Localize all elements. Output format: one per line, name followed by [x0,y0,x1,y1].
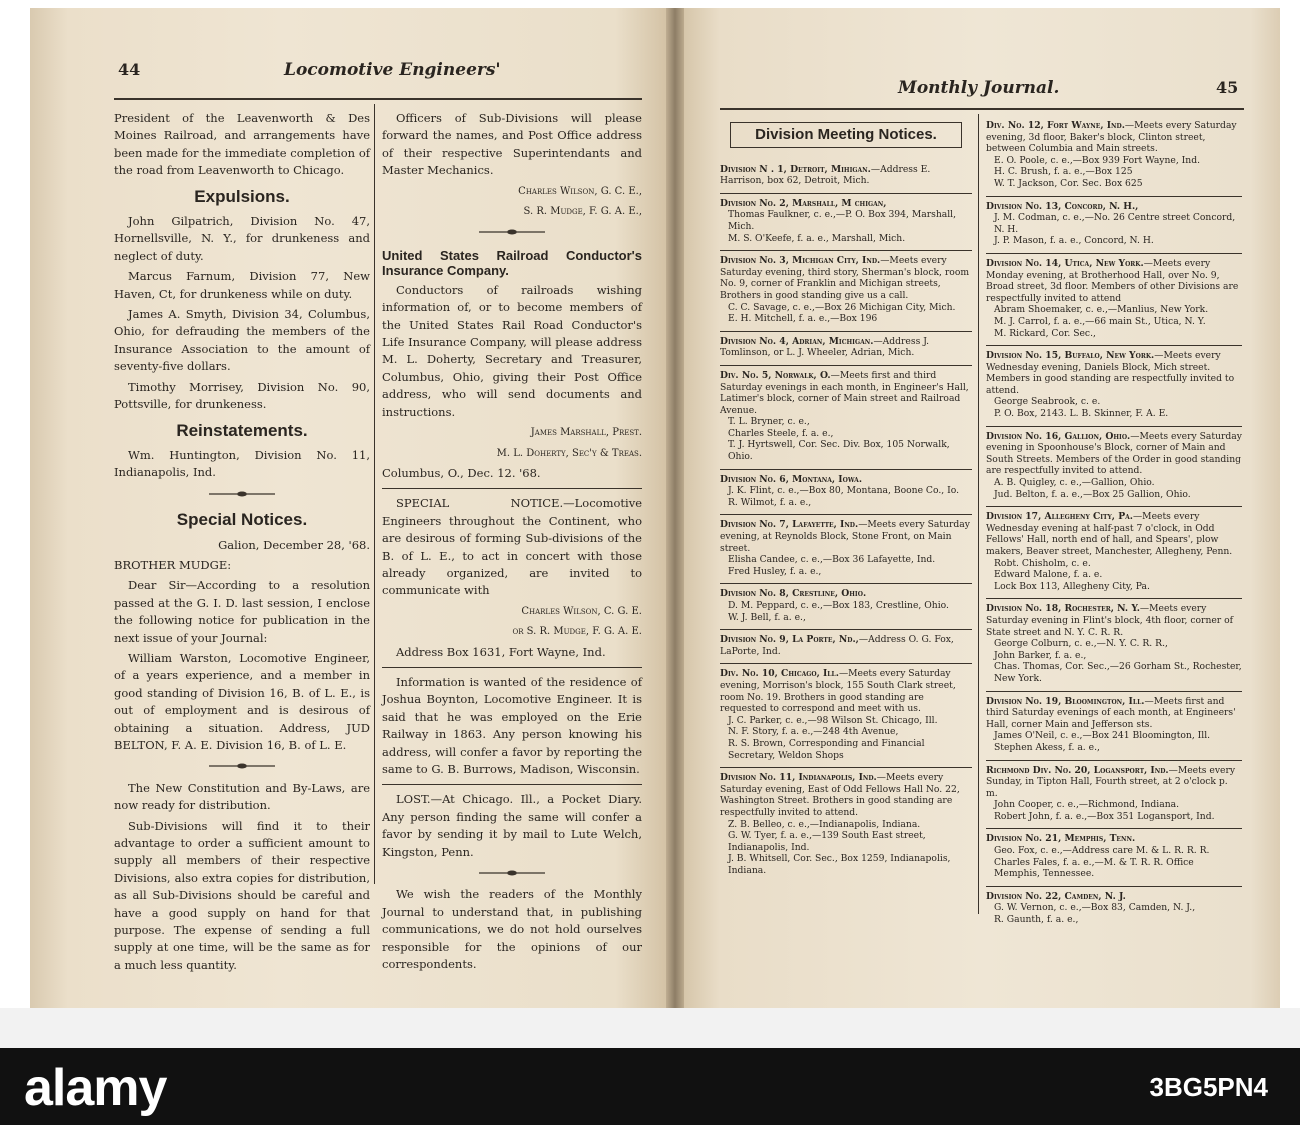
division-notice [720,160,972,194]
division-notice-line: T. L. Bryner, c. e., [728,416,810,428]
division-notice [986,692,1242,761]
signature: S. R. Mudge, F. G. A. E., [523,206,642,218]
column-divider-left [374,104,375,884]
division-notice-title: Division No. 14, Utica, New York. [986,257,1144,269]
signature: Charles Wilson, C. G. E. [521,605,642,617]
reinstatement-item: Wm. Huntington, Division No. 11, Indianapolis, Ind. [114,447,370,480]
division-notice [720,194,972,251]
running-head-right: Monthly Journal. [898,78,1060,98]
division-notice-title: Division No. 11, Indianapolis, Ind. [720,772,877,784]
division-notice-line: Lock Box 113, Allegheny City, Pa. [994,580,1150,592]
reinstatements-heading: Reinstatements. [176,420,308,440]
division-notice-line: Thomas Faulkner, c. e.,—P. O. Box 394, Marshall, Mich. [728,209,957,232]
information-wanted: Information is wanted of the residence of Joshua Boynton, Locomotive Engineer. It is said that he was employed on the Erie Railway in 1863. Any person knowing his address, will confer a favor by reporting the same to G. B. Burrows, Madison, Wisconsin. [382,674,642,776]
conductor-insurance-body: Conductors of railroads wishing information of, or to become members of the United States Rail Road Conductor's Life Insurance Company, will please address M. L. Doherty, Secretary and Treasurer, Columbus, Ohio, giving their Post Office address, who will send documents and instructions. [382,282,642,419]
constitution-paragraph: Sub-Divisions will find it to their advantage to order a sufficient amount to supply all members of their respective Divisions, also extra copies for distribution, as all Sub-Divisions should be careful and have a good supply on hand for that purpose. The expense of sending a full supply at one time, will be the same as for a much less quantity. [114,818,370,972]
book-gutter [666,8,684,1008]
division-notice-line: P. O. Box, 2143. L. B. Skinner, F. A. E. [994,408,1169,420]
division-notice-line: Fred Husley, f. a. e., [728,565,822,577]
division-notice-line: W. J. Bell, f. a. e., [728,611,806,623]
division-notice-title: Division No. 6, Montana, Iowa. [720,473,863,485]
division-notice-title: Division No. 4, Adrian, Michigan. [720,335,874,347]
division-notice-line: M. S. O'Keefe, f. a. e., Marshall, Mich. [728,232,906,244]
division-notice-title: Division No. 18, Rochester, N. Y. [986,603,1140,615]
special-notice-address: Address Box 1631, Fort Wayne, Ind. [396,644,606,659]
division-notice-line: —Meets every Saturday evening, East of Odd Fellows Hall No. 22, Washington Street. Brothers in good standing are respectfully invited to attend. [720,772,960,818]
bottom-margin [0,1008,1300,1048]
division-notice-line: Elisha Candee, c. e.,—Box 36 Lafayette, Ind. [728,554,936,566]
division-notice-line: George Seabrook, c. e. [994,396,1101,408]
division-notice-title: Richmond Div. No. 20, Logansport, Ind. [986,764,1169,776]
division-notice-line: J. C. Parker, c. e.,—98 Wilson St. Chicago, Ill. [728,714,938,726]
right-column-1 [720,116,972,882]
division-notice [720,584,972,630]
division-notice [720,366,972,470]
division-notice-line: Edward Malone, f. a. e. [994,569,1103,581]
division-notice-title: Division N . 1, Detroit, Mihigan. [720,163,871,175]
division-notice-line: M. J. Carrol, f. a. e.,—66 main St., Utica, N. Y. [994,315,1206,327]
division-notice-line: —Address O. G. Fox, LaPorte, Ind. [720,634,954,657]
division-notice-title: Division No. 13, Concord, N. H., [986,200,1139,212]
division-notice [720,470,972,516]
ornament-divider [382,865,642,882]
division-notice-line: Geo. Fox, c. e.,—Address care M. & L. R. R. R. [994,845,1210,857]
head-rule-right [720,108,1244,110]
conductor-date: Columbus, O., Dec. 12. '68. [382,465,541,480]
constitution-paragraph: The New Constitution and By-Laws, are now ready for distribution. [114,780,370,813]
division-notice-line: W. T. Jackson, Cor. Sec. Box 625 [994,177,1143,189]
notice-list-1 [720,160,972,883]
salutation: BROTHER MUDGE: [114,557,232,572]
division-notice-line: —Meets every Saturday evening in Flint's block, 4th floor, corner of State street and N. Y. C. R. R. [986,603,1234,638]
division-notice-title: Division No. 15, Buffalo, New York. [986,350,1155,362]
division-notice-line: M. Rickard, Cor. Sec., [994,327,1096,339]
officers-notice: Officers of Sub-Divisions will please forward the names, and Post Office address of their respective Superintendants and Master Mechanics. [382,111,642,178]
division-notice-line: —Meets every Wednesday evening at half-past 7 o'clock, in Odd Fellows' Hall, north end of hall, and Spears', plow makers, Beaver street, Manchester, Allegheny, Penn. [986,511,1233,557]
section-rule [382,667,642,668]
left-page [30,8,666,1008]
division-notice-line: —Meets every Saturday evening in Spoonhouse's Block, corner of Main and South Streets. Members of the Order in good standing are respectfully invited to attend. [986,430,1242,477]
division-notice-line: —Meets every Saturday evening, third story, Sherman's block, room No. 9, corner of Franklin and Michigan streets, Brothers in good standing give us a call. [720,255,970,301]
division-notice [986,761,1242,830]
division-notice-title: Division No. 2, Marshall, M chigan, [720,197,887,209]
expulsion-item: Marcus Farnum, Division 77, New Haven, Ct, for drunkeness while on duty. [114,269,370,301]
division-notice-line: N. F. Story, f. a. e.,—248 4th Avenue, [728,726,899,738]
division-notice-line: Jud. Belton, f. a. e.,—Box 25 Gallion, Ohio. [994,488,1191,500]
division-notice-title: Division No. 22, Camden, N. J. [986,890,1126,902]
division-notice-line: Chas. Thomas, Cor. Sec.,—26 Gorham St., Rochester, New York. [994,661,1242,684]
division-notice-line: J. P. Mason, f. a. e., Concord, N. H. [994,235,1154,247]
division-notice-line: E. O. Poole, c. e.,—Box 939 Fort Wayne, Ind. [994,154,1201,166]
lost-notice: LOST.—At Chicago. Ill., a Pocket Diary. Any person finding the same will confer a favor by sending it by mail to Lute Welch, Kingston, Penn. [382,792,642,859]
signature: James Marshall, Prest. [530,427,642,439]
division-notice-line: R. Gaunth, f. a. e., [994,914,1079,926]
division-notice [720,664,972,768]
running-head-left: Locomotive Engineers' [284,60,501,80]
division-notice-line: —Meets every Saturday evening, at Reynolds Block, Stone Front, on Main street. [720,519,970,554]
division-notice-title: Division 17, Allegheny City, Pa. [986,511,1133,523]
division-notice-line: R. S. Brown, Corresponding and Financial Secretary, Weldon Shops [728,737,925,761]
division-notice [986,507,1242,599]
notice-list-2 [986,116,1242,932]
division-notice-line: Stephen Akess, f. a. e., [994,741,1100,753]
division-notice-title: Div. No. 10, Chicago, Ill. [720,668,839,680]
expulsions-heading: Expulsions. [194,186,290,206]
expulsion-item: James A. Smyth, Division 34, Columbus, Ohio, for defrauding the members of the Insurance Association to the amount of seventy-five dollars. [114,307,370,374]
division-notice [720,332,972,366]
division-notice [986,254,1242,346]
division-meeting-notices-heading: Division Meeting Notices. [730,122,962,148]
division-notice-line: E. H. Mitchell, f. a. e.,—Box 196 [728,313,878,325]
division-notice [720,251,972,332]
division-notice-line: H. C. Brush, f. a. e.,—Box 125 [994,166,1133,178]
closing-notice: We wish the readers of the Monthly Journal to understand that, in publishing communications, we do not hold ourselves responsible for the opinions of our correspondents. [382,887,642,972]
alamy-logo: alamy [24,1059,167,1117]
right-column-2 [986,116,1242,932]
dateline: Galion, December 28, '68. [218,537,370,552]
division-notice-line: —Meets every Saturday evening, 3d floor, Baker's block, Clinton street, between Columbia and Main streets. [986,120,1237,155]
letter-paragraph: William Warston, Locomotive Engineer, of a years experience, and a member in good standing of Division 16, B. of L. E., is out of employment and is desirous of obtaining a situation. Address, JUD BELTON, F. A. E. Division 16, B. of L. E. [114,650,370,752]
division-notice-line: Charles Steele, f. a. e., [728,427,834,439]
division-notice-line: G. W. Vernon, c. e.,—Box 83, Camden, N. J., [994,902,1196,914]
division-notice [986,599,1242,691]
division-notice-line: —Meets every Monday evening, at Brotherhood Hall, over No. 9, Broad street, 3d floor. Members of other Divisions are respectfully invited to attend [986,257,1239,304]
head-rule-left [114,98,642,100]
page-number-right: 45 [1216,78,1239,97]
signature: M. L. Doherty, Sec'y & Treas. [496,447,642,459]
division-notice-line: Robert John, f. a. e.,—Box 351 Logansport, Ind. [994,810,1215,822]
signature: or S. R. Mudge, F. G. A. E. [512,626,642,638]
division-notice-title: Div. No. 12, Fort Wayne, Ind. [986,120,1125,131]
division-notice-line: —Address J. Tomlinson, or L. J. Wheeler, Adrian, Mich. [720,335,930,359]
division-notice-title: Division No. 3, Michigan City, Ind. [720,255,881,267]
division-notice [986,346,1242,427]
special-notice: SPECIAL NOTICE.—Locomotive Engineers throughout the Continent, who are desirous of forming Sub-divisions of the B. of L. E., to act in concert with those already organized, are invited to communicate with [382,496,642,598]
division-notice-line: J. M. Codman, c. e.,—No. 26 Centre street Concord, N. H. [994,212,1236,235]
special-notices-heading: Special Notices. [176,510,308,530]
division-notice-line: —Meets every Wednesday evening, Daniels Block, Mich street. Members in good standing are respectfully invited to attend. [986,350,1235,396]
division-notice-line: John Cooper, c. e.,—Richmond, Indiana. [994,799,1180,811]
division-notice-line: G. W. Tyer, f. a. e.,—139 South East street, Indianapolis, Ind. [728,830,926,853]
column-divider-right [978,114,979,914]
division-notice [986,197,1242,254]
division-notice [720,768,972,882]
division-notice-line: R. Wilmot, f. a. e., [728,496,812,508]
division-notice-title: Division No. 16, Gallion, Ohio. [986,430,1131,442]
division-notice-title: Division No. 7, Lafayette, Ind. [720,519,859,531]
division-notice-line: Abram Shoemaker, c. e.,—Manlius, New York. [994,304,1209,316]
division-notice-line: A. B. Quigley, c. e.,—Gallion, Ohio. [994,477,1155,489]
division-notice-title: Division No. 9, La Porte, Nd., [720,634,859,646]
division-notice-line: C. C. Savage, c. e.,—Box 26 Michigan City, Mich. [728,301,956,313]
division-notice-line: —Meets every Sunday, in Tipton Hall, Fourth street, at 2 o'clock p. m. [986,764,1236,799]
division-notice-line: J. K. Flint, c. e.,—Box 80, Montana, Boone Co., Io. [728,485,960,497]
division-notice [986,887,1242,932]
section-rule [382,488,642,489]
division-notice [986,427,1242,508]
division-notice-line: T. J. Hyrtswell, Cor. Sec. Div. Box, 105 Norwalk, Ohio. [728,439,950,463]
division-notice-line: —Meets first and third Saturday evenings in each month, in Engineer's Hall, Latimer's block, corner of Main street and Railroad Avenue. [720,369,969,416]
signature: Charles Wilson, G. C. E., [518,185,642,197]
division-notice-title: Div. No. 5, Norwalk, O. [720,369,831,381]
expulsion-item: John Gilpatrich, Division No. 47, Hornellsville, N. Y., for drunkeness and neglect of duty. [114,214,370,263]
left-column-1 [114,110,370,977]
division-notice-line: Z. B. Belleo, c. e.,—Indianapolis, Indiana. [728,818,921,830]
left-column-2 [382,110,642,976]
ornament-divider [114,486,370,503]
page-number-left: 44 [118,60,141,79]
division-notice-line: J. B. Whitsell, Cor. Sec., Box 1259, Indianapolis, Indiana. [728,853,951,876]
division-notice-title: Division No. 19, Bloomington, Ill. [986,695,1145,707]
conductor-insurance-heading: United States Railroad Conductor's Insurance Company. [382,247,642,278]
division-notice-line: Robt. Chisholm, c. e. [994,557,1091,569]
watermark-bar [0,1048,1300,1125]
division-notice-line: —Meets every Saturday evening, Morrison's block, 155 South Clark street, room No. 19. Brothers in good standing are requested to correspond and meet with us. [720,668,956,715]
division-notice [720,515,972,584]
division-notice-title: Division No. 8, Crestline, Ohio. [720,588,867,600]
right-page [684,8,1280,1008]
division-notice [720,630,972,664]
ornament-divider [382,224,642,241]
letter-paragraph: Dear Sir—According to a resolution passed at the G. I. D. last session, I enclose the following notice for publication in the next issue of your Journal: [114,578,370,645]
intro-paragraph: President of the Leavenworth & Des Moines Railroad, and arrangements have been made for the immediate completion of the road from Leavenworth to Chicago. [114,111,370,178]
division-notice [986,829,1242,886]
division-notice-line: —Meets first and third Saturday evenings of each month, at Engineers' Hall, corner Main and Jefferson sts. [986,695,1236,730]
division-notice-line: George Colburn, c. e.,—N. Y. C. R. R., [994,638,1168,650]
image-id: 3BG5PN4 [1149,1072,1268,1102]
division-notice-line: D. M. Peppard, c. e.,—Box 183, Crestline, Ohio. [728,600,949,611]
division-notice-line: John Barker, f. a. e., [994,649,1087,661]
ornament-divider [114,758,370,775]
division-notice-title: Division No. 21, Memphis, Tenn. [986,833,1136,845]
division-notice-line: —Address E. Harrison, box 62, Detroit, Mich. [720,163,931,187]
division-notice-line: James O'Neil, c. e.,—Box 241 Bloomington, Ill. [994,730,1211,742]
section-rule [382,784,642,785]
division-notice [986,116,1242,197]
division-notice-line: Charles Fales, f. a. e.,—M. & T. R. R. Office Memphis, Tennessee. [994,856,1194,880]
expulsion-item: Timothy Morrisey, Division No. 90, Pottsville, for drunkeness. [114,379,370,412]
